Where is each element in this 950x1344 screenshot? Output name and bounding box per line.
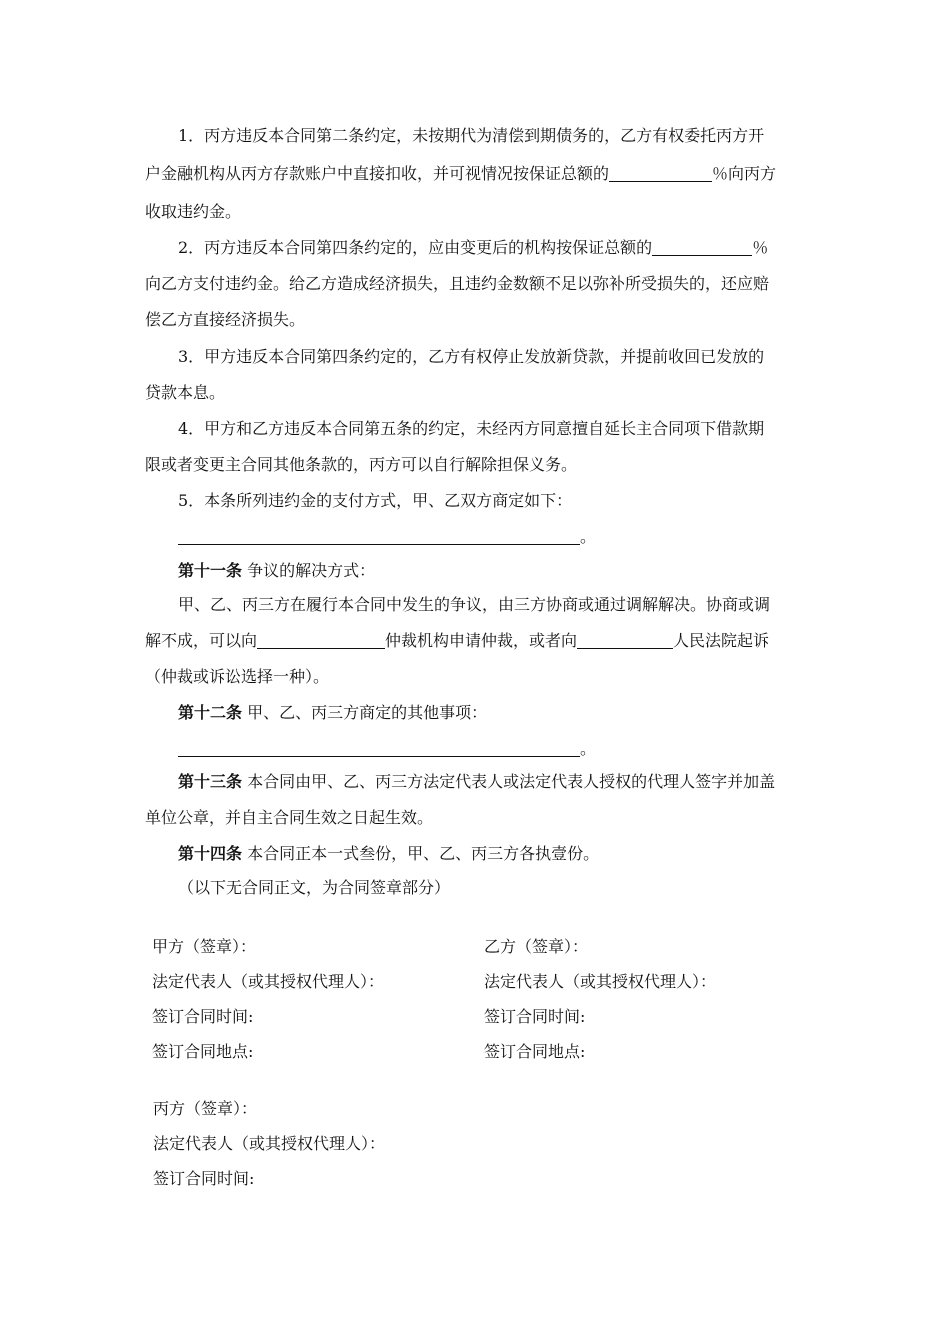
article13-line2: 单位公章，并自主合同生效之日起生效。 [145, 808, 434, 827]
item1-line2 [145, 160, 810, 188]
party-a-rep: 法定代表人（或其授权代理人）： [152, 972, 385, 991]
article11-line3: （仲裁或诉讼选择一种）。 [145, 667, 330, 686]
article13-heading: 第十三条 [178, 772, 243, 791]
item5-end: 。 [580, 527, 597, 546]
court-name-blank[interactable] [577, 632, 673, 649]
party-c-time: 签订合同时间: [153, 1169, 255, 1188]
article11-text-b: 仲裁机构申请仲裁，或者向 [385, 631, 578, 650]
party-b-time: 签订合同时间: [484, 1007, 586, 1026]
item3-line1: 3．甲方违反本合同第四条约定的，乙方有权停止发放新贷款，并提前收回已发放的 [178, 347, 765, 366]
article12-fill-line [178, 735, 810, 763]
penalty-percent-blank-1[interactable] [609, 165, 712, 182]
article12-heading: 第十二条 [178, 703, 243, 722]
item2-line3: 偿乙方直接经济损失。 [145, 310, 306, 329]
article12-heading-line [178, 699, 810, 727]
penalty-percent-blank-2[interactable] [652, 239, 752, 256]
item2-line1 [178, 234, 810, 262]
other-matters-blank[interactable] [178, 740, 580, 757]
party-c-seal: 丙方（签章）： [153, 1099, 258, 1118]
article11-heading: 第十一条 [178, 561, 243, 580]
item4-line2: 限或者变更主合同其他条款的，丙方可以自行解除担保义务。 [145, 455, 578, 474]
party-b-seal: 乙方（签章）： [484, 937, 589, 956]
party-c-rep: 法定代表人（或其授权代理人）： [153, 1134, 386, 1153]
item5-fill-line [178, 523, 810, 551]
item1-line1: 1．丙方违反本合同第二条约定，未按期代为清偿到期债务的，乙方有权委托丙方开 [178, 126, 765, 145]
arbitration-institution-blank[interactable] [257, 632, 385, 649]
article11-line2 [145, 627, 810, 655]
article13-text: 本合同由甲、乙、丙三方法定代表人或法定代表人授权的代理人签字并加盖 [247, 772, 776, 791]
item2-text-a: 2．丙方违反本合同第四条约定的，应由变更后的机构按保证总额的 [178, 238, 653, 257]
signature-section-note: （以下无合同正文，为合同签章部分） [178, 878, 451, 897]
payment-method-blank[interactable] [178, 528, 580, 545]
item4-line1: 4．甲方和乙方违反本合同第五条的约定，未经丙方同意擅自延长主合同项下借款期 [178, 419, 765, 438]
party-a-seal: 甲方（签章）： [152, 937, 257, 956]
article12-title: 甲、乙、丙三方商定的其他事项： [247, 703, 488, 722]
item2-text-b: ％ [752, 238, 769, 257]
item5-line1: 5．本条所列违约金的支付方式，甲、乙双方商定如下： [178, 491, 573, 510]
article13-line1 [178, 768, 810, 796]
item2-line2: 向乙方支付违约金。给乙方造成经济损失，且违约金数额不足以弥补所受损失的，还应赔 [145, 274, 770, 293]
article14-heading: 第十四条 [178, 844, 243, 863]
article14-line1 [178, 840, 810, 868]
article11-text-a: 解不成，可以向 [145, 631, 258, 650]
item3-line2: 贷款本息。 [145, 383, 226, 402]
party-b-place: 签订合同地点: [484, 1042, 586, 1061]
article11-line1: 甲、乙、丙三方在履行本合同中发生的争议，由三方协商或通过调解解决。协商或调 [178, 595, 771, 614]
item1-line3: 收取违约金。 [145, 202, 242, 221]
party-b-rep: 法定代表人（或其授权代理人）： [484, 972, 717, 991]
party-a-place: 签订合同地点: [152, 1042, 254, 1061]
item1-text-b: ％向丙方 [712, 164, 777, 183]
article11-heading-line [178, 557, 810, 585]
article11-text-c: 人民法院起诉 [673, 631, 770, 650]
article12-end: 。 [580, 739, 597, 758]
article14-text: 本合同正本一式叁份，甲、乙、丙三方各执壹份。 [247, 844, 600, 863]
party-a-time: 签订合同时间: [152, 1007, 254, 1026]
item1-text-a: 户金融机构从丙方存款账户中直接扣收，并可视情况按保证总额的 [145, 164, 610, 183]
article11-title: 争议的解决方式： [247, 561, 376, 580]
